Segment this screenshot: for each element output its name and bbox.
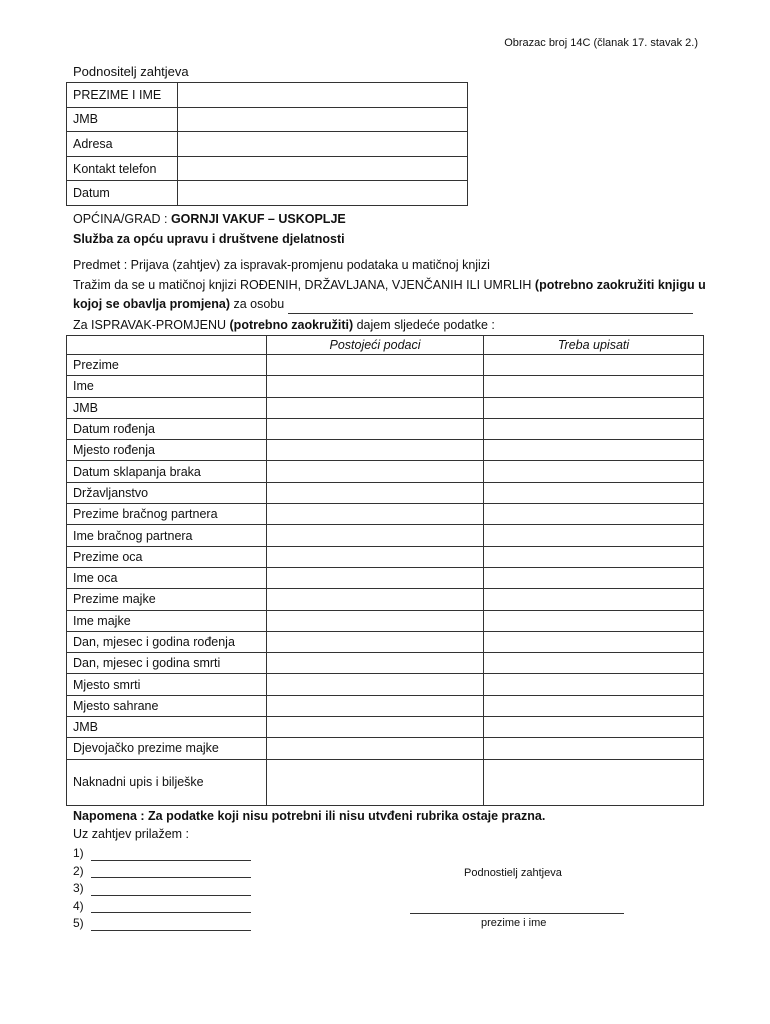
signature-field[interactable] xyxy=(410,913,624,914)
request-text xyxy=(73,276,713,314)
new-data-cell[interactable] xyxy=(484,738,704,759)
correction-row xyxy=(67,717,704,738)
request-tail: za osobu xyxy=(230,297,285,311)
correction-row xyxy=(67,376,704,397)
correction-row xyxy=(67,674,704,695)
correction-row xyxy=(67,461,704,482)
new-data-cell[interactable] xyxy=(484,610,704,631)
form-number: Obrazac broj 14C (članak 17. stavak 2.) xyxy=(504,37,698,49)
applicant-field-label: Adresa xyxy=(67,132,178,157)
applicant-field-value[interactable] xyxy=(178,132,468,157)
new-data-cell[interactable] xyxy=(484,355,704,376)
applicant-field-label: Kontakt telefon xyxy=(67,156,178,181)
applicant-field-value[interactable] xyxy=(178,83,468,108)
attachments-list xyxy=(73,846,91,934)
applicant-field-label: Datum xyxy=(67,181,178,206)
correction-field-label: Ime majke xyxy=(67,610,267,631)
applicant-row xyxy=(67,156,468,181)
correction-row xyxy=(67,589,704,610)
existing-data-cell[interactable] xyxy=(267,738,484,759)
correction-field-label: Ime xyxy=(67,376,267,397)
correction-row xyxy=(67,759,704,805)
new-data-cell[interactable] xyxy=(484,653,704,674)
existing-data-cell[interactable] xyxy=(267,418,484,439)
existing-data-cell[interactable] xyxy=(267,525,484,546)
correction-field-label: Djevojačko prezime majke xyxy=(67,738,267,759)
column-header-existing: Postojeći podaci xyxy=(267,336,484,355)
attachment-number: 3) xyxy=(73,881,84,895)
correction-field-label: Naknadni upis i bilješke xyxy=(67,759,267,805)
municipality-name: GORNJI VAKUF – USKOPLJE xyxy=(170,212,346,226)
correction-field-label: Dan, mjesec i godina smrti xyxy=(67,653,267,674)
correction-row xyxy=(67,567,704,588)
attachment-item xyxy=(73,916,91,934)
correction-table-header xyxy=(67,336,704,355)
attachment-item xyxy=(73,881,91,899)
existing-data-cell[interactable] xyxy=(267,504,484,525)
new-data-cell[interactable] xyxy=(484,504,704,525)
correction-field-label: Mjesto rođenja xyxy=(67,440,267,461)
note: Napomena : Za podatke koji nisu potrebni ili nisu utvđeni rubrika ostaje prazna. xyxy=(73,809,546,823)
new-data-cell[interactable] xyxy=(484,418,704,439)
applicant-row xyxy=(67,132,468,157)
attachment-number: 2) xyxy=(73,863,84,878)
existing-data-cell[interactable] xyxy=(267,397,484,418)
new-data-cell[interactable] xyxy=(484,589,704,610)
correction-row xyxy=(67,695,704,716)
existing-data-cell[interactable] xyxy=(267,717,484,738)
correction-field-label: JMB xyxy=(67,397,267,418)
correction-row xyxy=(67,504,704,525)
correction-intro-tail: dajem sljedeće podatke : xyxy=(353,318,495,332)
request-main: Tražim da se u matičnoj knjizi ROĐENIH, DRŽAVLJANA, VJENČANIH ILI UMRLIH xyxy=(73,278,535,292)
correction-field-label: Prezime majke xyxy=(67,589,267,610)
correction-field-label: Dan, mjesec i godina rođenja xyxy=(67,631,267,652)
correction-row xyxy=(67,738,704,759)
attachment-field[interactable] xyxy=(91,860,251,861)
correction-row xyxy=(67,631,704,652)
correction-field-label: Prezime xyxy=(67,355,267,376)
correction-field-label: Datum rođenja xyxy=(67,418,267,439)
existing-data-cell[interactable] xyxy=(267,589,484,610)
new-data-cell[interactable] xyxy=(484,674,704,695)
existing-data-cell[interactable] xyxy=(267,546,484,567)
applicant-field-label: JMB xyxy=(67,107,178,132)
municipality-line xyxy=(73,212,346,226)
existing-data-cell[interactable] xyxy=(267,695,484,716)
existing-data-cell[interactable] xyxy=(267,482,484,503)
correction-row xyxy=(67,418,704,439)
service-name: Služba za opću upravu i društvene djelatnosti xyxy=(73,232,345,246)
applicant-field-label: PREZIME I IME xyxy=(67,83,178,108)
applicant-table xyxy=(66,82,468,206)
column-header-new: Treba upisati xyxy=(484,336,704,355)
correction-field-label: Ime bračnog partnera xyxy=(67,525,267,546)
correction-field-label: JMB xyxy=(67,717,267,738)
existing-data-cell[interactable] xyxy=(267,631,484,652)
attachment-field[interactable] xyxy=(91,930,251,931)
correction-row xyxy=(67,440,704,461)
correction-row xyxy=(67,397,704,418)
attachment-number: 5) xyxy=(73,916,84,930)
person-name-field[interactable] xyxy=(288,299,693,314)
correction-intro-instruction: (potrebno zaokružiti) xyxy=(229,318,354,332)
attachment-field[interactable] xyxy=(91,895,251,896)
correction-field-label: Prezime bračnog partnera xyxy=(67,504,267,525)
existing-data-cell[interactable] xyxy=(267,461,484,482)
applicant-section-label: Podnositelj zahtjeva xyxy=(73,64,189,79)
attachment-number: 1) xyxy=(73,846,84,860)
correction-intro-text: Za ISPRAVAK-PROMJENU xyxy=(73,318,230,332)
new-data-cell[interactable] xyxy=(484,461,704,482)
correction-field-label: Mjesto sahrane xyxy=(67,695,267,716)
applicant-row xyxy=(67,83,468,108)
correction-row xyxy=(67,546,704,567)
applicant-field-value[interactable] xyxy=(178,181,468,206)
correction-row xyxy=(67,355,704,376)
new-data-cell[interactable] xyxy=(484,695,704,716)
attachment-field[interactable] xyxy=(91,877,251,878)
new-data-cell[interactable] xyxy=(484,567,704,588)
applicant-field-value[interactable] xyxy=(178,107,468,132)
correction-field-label: Ime oca xyxy=(67,567,267,588)
correction-field-label: Državljanstvo xyxy=(67,482,267,503)
correction-intro xyxy=(73,318,495,332)
column-header-field xyxy=(67,336,267,355)
existing-data-cell[interactable] xyxy=(267,674,484,695)
existing-data-cell[interactable] xyxy=(267,440,484,461)
existing-data-cell[interactable] xyxy=(267,610,484,631)
municipality-label: OPĆINA/GRAD : xyxy=(73,212,171,226)
correction-row xyxy=(67,525,704,546)
correction-row xyxy=(67,482,704,503)
existing-data-cell[interactable] xyxy=(267,759,484,805)
attachment-item xyxy=(73,864,91,882)
existing-data-cell[interactable] xyxy=(267,653,484,674)
new-data-cell[interactable] xyxy=(484,440,704,461)
attachment-number: 4) xyxy=(73,898,84,913)
signature-label: Podnostielj zahtjeva xyxy=(464,867,562,879)
attachment-item xyxy=(73,846,91,864)
correction-field-label: Datum sklapanja braka xyxy=(67,461,267,482)
new-data-cell[interactable] xyxy=(484,546,704,567)
applicant-field-value[interactable] xyxy=(178,156,468,181)
correction-row xyxy=(67,653,704,674)
existing-data-cell[interactable] xyxy=(267,355,484,376)
new-data-cell[interactable] xyxy=(484,759,704,805)
applicant-row xyxy=(67,181,468,206)
correction-table xyxy=(66,335,704,806)
new-data-cell[interactable] xyxy=(484,376,704,397)
attachment-item xyxy=(73,899,91,917)
new-data-cell[interactable] xyxy=(484,397,704,418)
attachment-field[interactable] xyxy=(91,912,251,913)
correction-field-label: Mjesto smrti xyxy=(67,674,267,695)
new-data-cell[interactable] xyxy=(484,717,704,738)
new-data-cell[interactable] xyxy=(484,631,704,652)
signature-name-caption: prezime i ime xyxy=(481,917,547,929)
new-data-cell[interactable] xyxy=(484,482,704,503)
subject-line: Predmet : Prijava (zahtjev) za ispravak-promjenu podataka u matičnoj knjizi xyxy=(73,258,490,272)
applicant-row xyxy=(67,107,468,132)
new-data-cell[interactable] xyxy=(484,525,704,546)
request-instruction: (potrebno zaokružiti knjigu u kojoj se obavlja promjena) xyxy=(73,278,706,311)
existing-data-cell[interactable] xyxy=(267,567,484,588)
attachments-intro: Uz zahtjev prilažem : xyxy=(73,827,190,841)
correction-row xyxy=(67,610,704,631)
correction-field-label: Prezime oca xyxy=(67,546,267,567)
existing-data-cell[interactable] xyxy=(267,376,484,397)
